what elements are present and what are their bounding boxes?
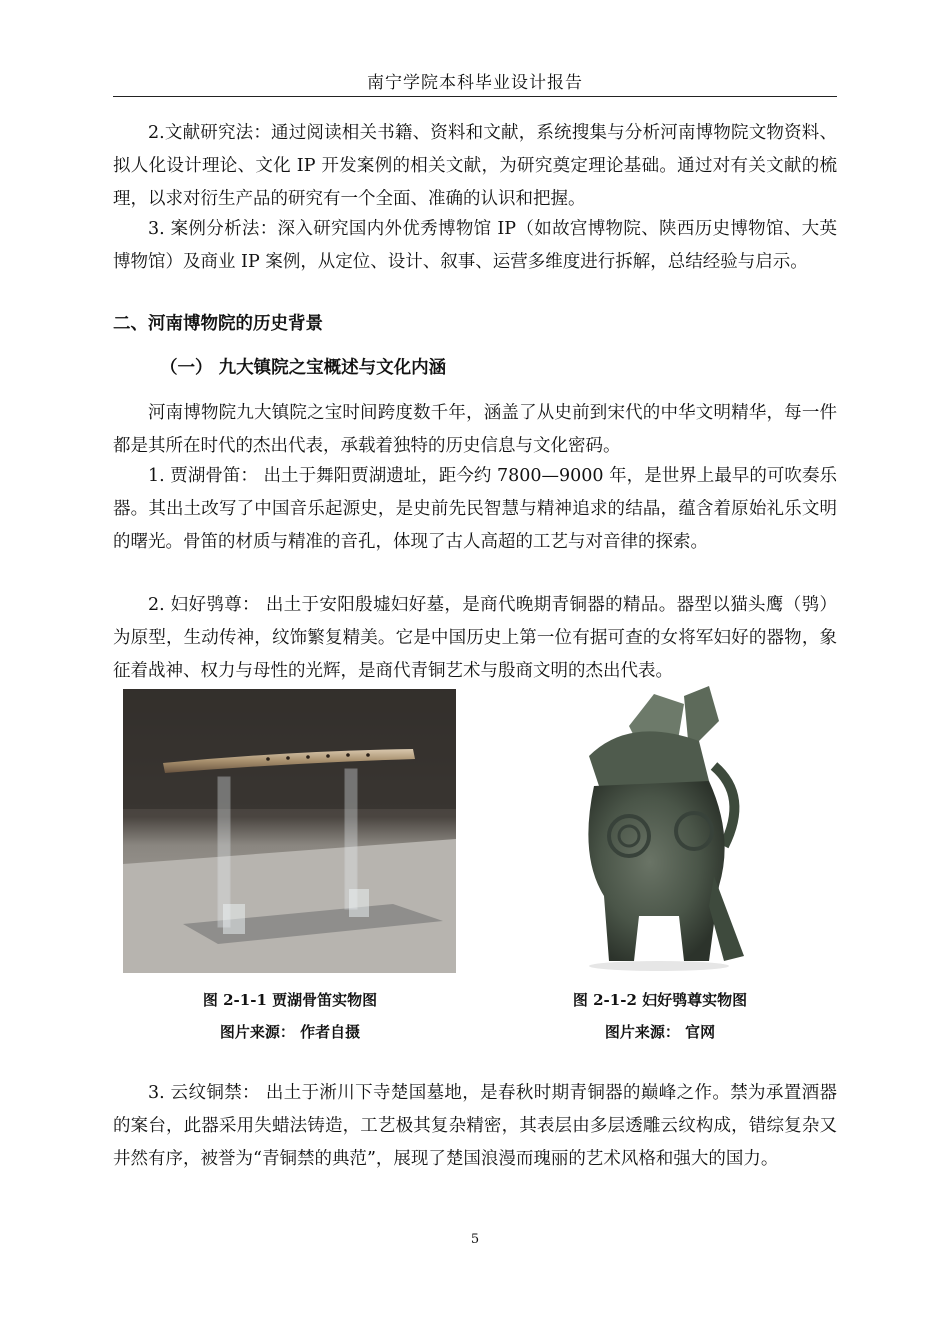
owl-zun-image: [559, 686, 758, 973]
paragraph-overview: 河南博物院九大镇院之宝时间跨度数千年，涵盖了从史前到宋代的中华文明精华，每一件都是其所在时代的杰出代表，承载着独特的历史信息与文化密码。: [113, 403, 837, 456]
paragraph-literature-method: 2.文献研究法：通过阅读相关书籍、资料和文献，系统搜集与分析河南博物院文物资料、拟人化设计理论、文化 IP 开发案例的相关文献，为研究奠定理论基础。通过对有关文献的梳理，以求对衍生产品的研究有一个全面、准确的认识和把握。: [113, 123, 837, 209]
paragraph-cloud-bronze-jin: 3. 云纹铜禁： 出土于淅川下寺楚国墓地，是春秋时期青铜器的巅峰之作。禁为承置酒器的案台，此器采用失蜡法铸造，工艺极其复杂精密，其表层由多层透雕云纹构成，错综复杂又井然有序，被誉为“青铜禁的典范”，展现了楚国浪漫而瑰丽的艺术风格和强大的国力。: [113, 1083, 837, 1169]
section-heading: 二、河南博物院的历史背景: [113, 314, 323, 334]
paragraph-fuhao-owl: 2. 妇好鸮尊： 出土于安阳殷墟妇好墓，是商代晚期青铜器的精品。器型以猫头鹰（鸮）为原型，生动传神，纹饰繁复精美。它是中国历史上第一位有据可查的女将军妇好的器物，象征着战神、权力与母性的光辉，是商代青铜艺术与殷商文明的杰出代表。: [113, 595, 837, 681]
bone-flute-image: [123, 689, 456, 973]
figure-1-caption: 图 2-1-1 贾湖骨笛实物图: [202, 991, 378, 1009]
owl-zun-photo: [559, 686, 758, 973]
page-header-title: 南宁学院本科毕业设计报告: [367, 73, 583, 93]
figure-2-source: 图片来源： 官网: [604, 1023, 716, 1041]
subsection-heading: （一） 九大镇院之宝概述与文化内涵: [160, 358, 447, 378]
figure-1-source: 图片来源： 作者自摄: [219, 1023, 361, 1041]
paragraph-case-analysis: 3. 案例分析法：深入研究国内外优秀博物馆 IP（如故宫博物院、陕西历史博物馆、大英博物馆）及商业 IP 案例，从定位、设计、叙事、运营多维度进行拆解，总结经验与启示。: [113, 219, 837, 272]
figure-2-caption: 图 2-1-2 妇好鸮尊实物图: [572, 991, 748, 1009]
bone-flute-photo: [123, 689, 456, 973]
page-number: 5: [470, 1232, 480, 1247]
paragraph-jiahu-flute: 1. 贾湖骨笛： 出土于舞阳贾湖遗址，距今约 7800—9000 年，是世界上最早的可吹奏乐器。其出土改写了中国音乐起源史，是史前先民智慧与精神追求的结晶，蕴含着原始礼乐文明的曙光。骨笛的材质与精准的音孔，体现了古人高超的工艺与对音律的探索。: [113, 466, 837, 552]
header-rule: [113, 96, 837, 97]
